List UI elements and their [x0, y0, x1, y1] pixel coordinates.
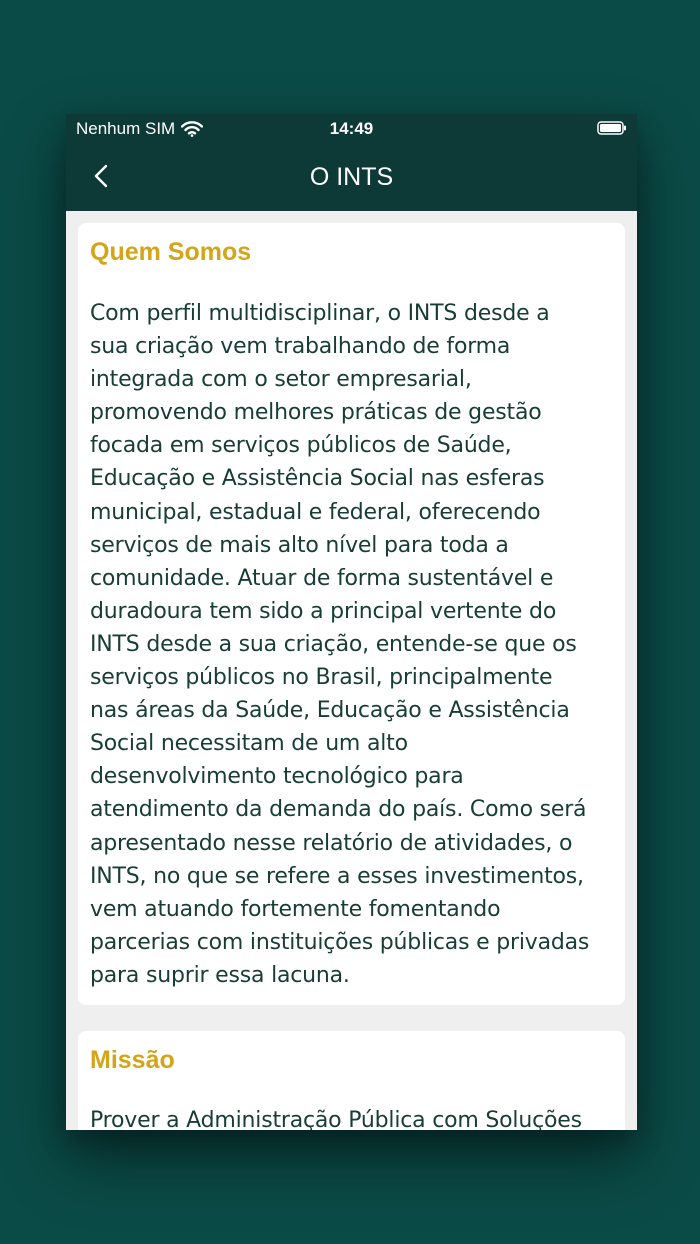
text-line: INTS desde a sua criação, entende-se que os — [90, 631, 577, 657]
text-line: serviços públicos no Brasil, principalmente — [90, 665, 553, 691]
text-line: duradoura tem sido a principal vertente do — [90, 598, 557, 624]
text-line: focada em serviços públicos de Saúde, — [90, 433, 512, 459]
text-line: desenvolvimento tecnológico para — [90, 764, 464, 790]
text-line: integrada com o setor empresarial, — [90, 367, 472, 393]
text-line: serviços de mais alto nível para toda a — [90, 532, 509, 558]
navigation-bar — [66, 144, 637, 211]
text-line: atendimento da demanda do país. Como será — [90, 797, 587, 823]
text-line: Social necessitam de um alto — [90, 731, 408, 757]
text-line: Educação e Assistência Social nas esferas — [90, 466, 545, 492]
text-line: municipal, estadual e federal, oferecendo — [90, 499, 541, 525]
carrier-label: Nenhum SIM — [76, 119, 176, 138]
section-title: Quem Somos — [90, 238, 252, 266]
text-line: parcerias com instituições públicas e privadas — [90, 929, 590, 955]
section-card-missao — [78, 1031, 625, 1130]
text-line: para suprir essa lacuna. — [90, 962, 350, 988]
text-line: nas áreas da Saúde, Educação e Assistência — [90, 698, 570, 724]
section-body — [90, 297, 617, 992]
section-title: Missão — [90, 1046, 175, 1074]
text-line: comunidade. Atuar de forma sustentável e — [90, 565, 554, 591]
phone-screen — [66, 114, 637, 1130]
text-line: promovendo melhores práticas de gestão — [90, 400, 542, 426]
text-line: INTS, no que se refere a esses investimentos, — [90, 863, 584, 889]
text-line: sua criação vem trabalhando de forma — [90, 334, 511, 360]
scroll-content[interactable] — [66, 211, 637, 1130]
page-title: O INTS — [309, 163, 394, 191]
text-line: vem atuando fortemente fomentando — [90, 896, 501, 922]
section-card-quem-somos — [78, 223, 625, 1005]
text-line: Com perfil multidisciplinar, o INTS desde a — [90, 301, 550, 326]
section-body — [90, 1104, 617, 1130]
text-line: apresentado nesse relatório de atividades, o — [90, 830, 573, 856]
app-header — [66, 114, 637, 211]
status-time: 14:49 — [329, 119, 374, 138]
battery-icon — [597, 121, 627, 135]
text-line: Prover a Administração Pública com Soluções — [90, 1108, 582, 1130]
status-bar — [66, 114, 637, 144]
